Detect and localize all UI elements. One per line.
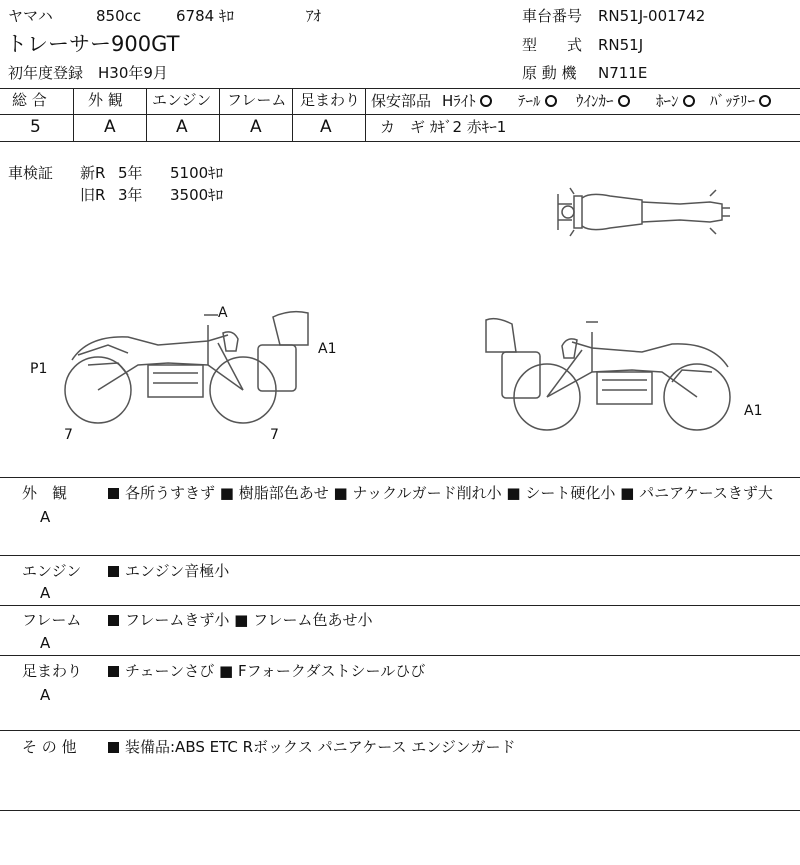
displacement: 850cc (96, 7, 142, 25)
note-text: 各所うすきず ■ 樹脂部色あせ ■ ナックルガード削れ小 ■ シート硬化小 ■ パニアケースきず大 (108, 486, 773, 501)
parts-item-tail: ﾃｰﾙ (518, 94, 557, 109)
note-text: 装備品:ABS ETC Rボックス パニアケース エンジンガード (108, 740, 516, 755)
ok-circle-icon (759, 95, 771, 107)
bullet-square-icon (108, 742, 119, 753)
damage-mark: P1 (30, 361, 48, 377)
rating-label: 足まわり (300, 91, 361, 109)
chassis-value: RN51J-001742 (598, 7, 706, 25)
model-name: トレーサー900GT (6, 32, 180, 56)
parts-item-headlight: Hﾗｲﾄ (442, 94, 492, 109)
ok-circle-icon (545, 95, 557, 107)
rating-value: A (320, 117, 332, 137)
note-text: チェーンさび ■ Fフォークダストシールひび (108, 664, 425, 679)
bullet-square-icon (108, 488, 119, 499)
parts-item-battery: ﾊﾞｯﾃﾘｰ (710, 94, 771, 109)
chassis-label: 車台番号 (522, 7, 583, 25)
note-grade: A (40, 584, 51, 602)
rating-value: A (250, 117, 262, 137)
key-value: ｶｷﾞ2 赤ｷｰ1 (430, 118, 507, 136)
note-text: フレームきず小 ■ フレーム色あせ小 (108, 613, 373, 628)
damage-mark: 7 (270, 427, 279, 443)
divider (365, 114, 800, 115)
inspection-new-r: 新R (80, 164, 106, 182)
rating-value: A (176, 117, 188, 137)
inspection-new-years: 5年 (118, 164, 143, 182)
first-registration-value: H30年9月 (98, 64, 168, 82)
note-grade: A (40, 508, 51, 526)
ok-circle-icon (480, 95, 492, 107)
mileage: 6784 ｷﾛ (176, 7, 234, 25)
engine-label: 原 動 機 (522, 64, 577, 82)
inspection-old-r: 旧R (80, 186, 106, 204)
rating-label: 総 合 (12, 91, 47, 109)
bullet-square-icon (108, 566, 119, 577)
rating-label: フレーム (227, 91, 287, 109)
divider (0, 114, 365, 115)
key-label: カ ギ (380, 118, 426, 136)
note-label: そ の 他 (22, 738, 77, 756)
divider (146, 88, 147, 141)
damage-mark: A1 (318, 341, 337, 357)
rating-value: A (104, 117, 116, 137)
inspection-old-years: 3年 (118, 186, 143, 204)
divider (365, 88, 366, 141)
note-label: フレーム (22, 611, 82, 629)
damage-mark: A (218, 305, 228, 321)
bullet-square-icon (108, 615, 119, 626)
divider (0, 88, 800, 89)
motorcycle-right-view (482, 312, 742, 437)
ok-circle-icon (683, 95, 695, 107)
note-grade: A (40, 634, 51, 652)
divider (73, 88, 74, 141)
damage-mark: A1 (744, 403, 763, 419)
first-registration-label: 初年度登録 (8, 64, 84, 82)
inspection-new-km: 5100ｷﾛ (170, 164, 224, 182)
note-label: エンジン (22, 562, 82, 580)
divider (292, 88, 293, 141)
ok-circle-icon (618, 95, 630, 107)
note-grade: A (40, 686, 51, 704)
bullet-square-icon (108, 666, 119, 677)
divider (219, 88, 220, 141)
divider (0, 605, 800, 606)
model-code-value: RN51J (598, 36, 644, 54)
inspection-label: 車検証 (8, 164, 54, 182)
rating-label: エンジン (152, 91, 212, 109)
damage-mark: 7 (64, 427, 73, 443)
parts-item-horn: ﾎｰﾝ (656, 94, 695, 109)
divider (0, 730, 800, 731)
color: ｱｵ (306, 7, 322, 25)
note-label: 外 観 (22, 484, 68, 502)
note-text: エンジン音極小 (108, 564, 229, 579)
rating-value: 5 (30, 117, 41, 137)
parts-item-winker: ｳｲﾝｶｰ (576, 94, 630, 109)
parts-label: 保安部品 (371, 92, 432, 110)
motorcycle-top-view (550, 182, 735, 242)
model-code-label: 型 式 (522, 36, 583, 54)
divider (0, 655, 800, 656)
engine-value: N711E (598, 64, 648, 82)
divider (0, 555, 800, 556)
rating-label: 外 観 (88, 91, 123, 109)
inspection-old-km: 3500ｷﾛ (170, 186, 224, 204)
maker: ヤマハ (8, 7, 53, 25)
divider (0, 141, 800, 142)
divider (0, 810, 800, 811)
divider (0, 477, 800, 478)
note-label: 足まわり (22, 662, 83, 680)
motorcycle-left-view (58, 305, 318, 430)
